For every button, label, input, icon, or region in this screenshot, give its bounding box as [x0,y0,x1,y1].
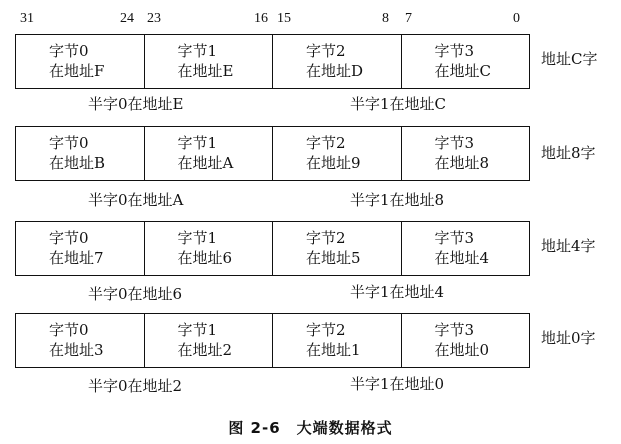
byte-cell-2 [273,35,402,88]
byte-cell-1 [145,222,274,275]
word-row-addr-4 [15,221,530,281]
halfword-1-label: 半字1在地址0 [350,375,445,393]
byte-cell-1 [145,127,274,180]
byte-address: 在地址D [306,62,364,80]
bit-label-24: 24 [120,11,134,26]
byte-cell-3 [402,222,530,275]
byte-name: 字节3 [434,229,475,247]
byte-name: 字节1 [177,321,218,339]
byte-name: 字节3 [434,42,475,60]
byte-cell-0 [16,35,145,88]
word-label: 地址8字 [541,144,596,162]
byte-name: 字节2 [306,229,346,247]
byte-address: 在地址E [177,62,234,80]
byte-cell-2 [273,127,402,180]
bit-label-16: 16 [254,11,268,26]
byte-name: 字节2 [306,134,346,152]
byte-name: 字节2 [306,42,346,60]
byte-address: 在地址F [49,62,105,80]
byte-name: 字节0 [49,134,89,152]
byte-address: 在地址9 [306,154,361,172]
halfword-0-label: 半字0在地址2 [88,377,183,395]
byte-address: 在地址A [177,154,234,172]
word-label: 地址4字 [541,237,596,255]
byte-address: 在地址1 [306,341,361,359]
halfword-1-label: 半字1在地址C [350,95,447,113]
byte-name: 字节1 [177,42,218,60]
byte-address: 在地址7 [49,249,104,267]
byte-address: 在地址4 [434,249,490,267]
byte-name: 字节1 [177,229,218,247]
word-label: 地址C字 [541,50,598,68]
byte-cell-2 [273,314,402,367]
byte-cell-1 [145,314,274,367]
word-row-addr-8 [15,126,530,186]
halfword-0-label: 半字0在地址6 [88,285,183,303]
byte-cell-2 [273,222,402,275]
byte-address: 在地址B [49,154,106,172]
byte-cell-3 [402,127,530,180]
word-row-addr-0 [15,313,530,373]
word-box [15,313,530,368]
byte-name: 字节0 [49,229,89,247]
byte-cell-3 [402,35,530,88]
byte-cell-0 [16,127,145,180]
byte-cell-0 [16,314,145,367]
figure-caption: 图 2-6 大端数据格式 [228,419,393,437]
byte-address: 在地址6 [177,249,233,267]
byte-cell-3 [402,314,530,367]
byte-address: 在地址2 [177,341,233,359]
halfword-0-label: 半字0在地址A [88,191,184,209]
byte-name: 字节3 [434,321,475,339]
word-row-addr-c [15,34,530,94]
bit-label-7: 7 [405,11,412,26]
halfword-1-label: 半字1在地址8 [350,191,445,209]
bit-label-31: 31 [20,11,34,26]
byte-address: 在地址3 [49,341,104,359]
bit-label-0: 0 [513,11,520,26]
halfword-1-label: 半字1在地址4 [350,283,445,301]
byte-address: 在地址C [434,62,491,80]
byte-name: 字节2 [306,321,346,339]
word-box [15,126,530,181]
word-box [15,221,530,276]
halfword-0-label: 半字0在地址E [88,95,184,113]
byte-name: 字节3 [434,134,475,152]
byte-address: 在地址8 [434,154,490,172]
byte-name: 字节0 [49,42,89,60]
byte-cell-0 [16,222,145,275]
word-label: 地址0字 [541,329,596,347]
byte-name: 字节0 [49,321,89,339]
bit-label-8: 8 [382,11,389,26]
word-box [15,34,530,89]
byte-address: 在地址5 [306,249,361,267]
byte-name: 字节1 [177,134,218,152]
byte-address: 在地址0 [434,341,490,359]
bit-label-15: 15 [277,11,291,26]
bit-label-23: 23 [147,11,161,26]
byte-cell-1 [145,35,274,88]
